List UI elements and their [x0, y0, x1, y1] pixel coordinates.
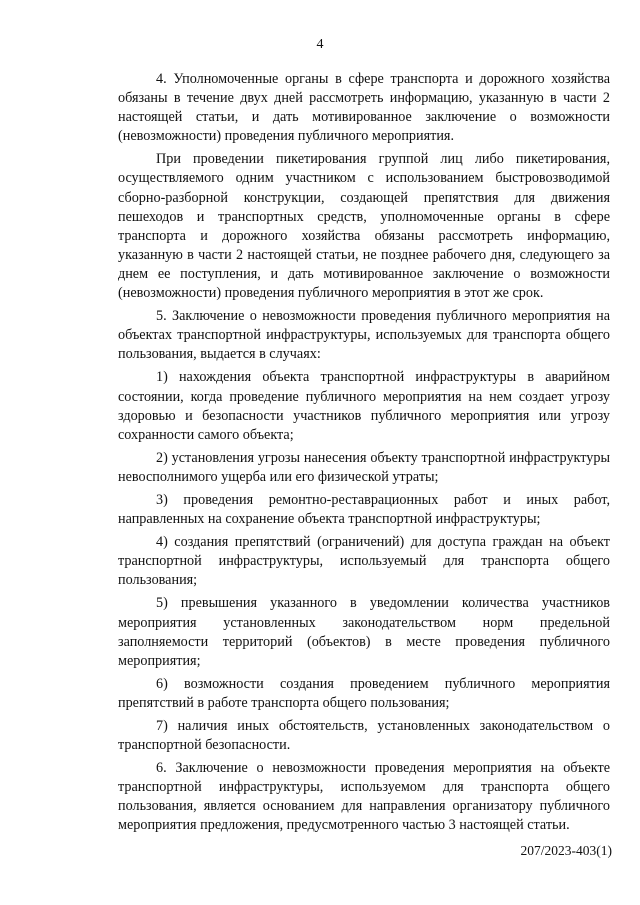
list-item-1: 1) нахождения объекта транспортной инфраструктуры в аварийном состоянии, когда проведение публичного мероприятия на нем создает угрозу здоровью и безопасности участников публичного мероприятия или угрозу сохранности самого объекта;	[118, 369, 610, 443]
document-body	[118, 70, 610, 836]
paragraph-picketing: При проведении пикетирования группой лиц либо пикетирования, осуществляемого одним участником с использованием быстровозводимой сборно-разборной конструкции, создающей препятствия для движения пешеходов и транспортных средств, уполномоченные органы в сфере транспорта и дорожного хозяйства обязаны рассмотреть информацию, указанную в части 2 настоящей статьи, не позднее рабочего дня, следующего за днем ее поступления, и дать мотивированное заключение о возможности (невозможности) проведения публичного мероприятия в этот же срок.	[118, 151, 610, 302]
list-item-5: 5) превышения указанного в уведомлении количества участников мероприятия установленных законодательством норм предельной заполняемости территорий (объектов) в месте проведения публичного мероприятия;	[118, 595, 610, 669]
paragraph-6: 6. Заключение о невозможности проведения мероприятия на объекте транспортной инфраструктуры, используемом для транспорта общего пользования, является основанием для направления организатору публичного мероприятия предложения, предусмотренного частью 3 настоящей статьи.	[118, 760, 610, 834]
list-item-7: 7) наличия иных обстоятельств, установленных законодательством о транспортной безопасности.	[118, 718, 610, 754]
paragraph-5: 5. Заключение о невозможности проведения публичного мероприятия на объектах транспортной инфраструктуры, используемых для транспорта общего пользования, выдается в случаях:	[118, 308, 610, 363]
list-item-6: 6) возможности создания проведением публичного мероприятия препятствий в работе транспорта общего пользования;	[118, 675, 610, 711]
paragraph-4: 4. Уполномоченные органы в сфере транспорта и дорожного хозяйства обязаны в течение двух дней рассмотреть информацию, указанную в части 2 настоящей статьи, и дать мотивированное заключение о возможности (невозможности) проведения публичного мероприятия.	[118, 71, 610, 145]
list-item-2: 2) установления угрозы нанесения объекту транспортной инфраструктуры невосполнимого ущерба или его физической утраты;	[118, 449, 610, 485]
list-item-4: 4) создания препятствий (ограничений) для доступа граждан на объект транспортной инфраструктуры, используемый для транспорта общего пользования;	[118, 534, 610, 589]
page-number: 4	[316, 37, 324, 52]
list-item-3: 3) проведения ремонтно-реставрационных работ и иных работ, направленных на сохранение объекта транспортной инфраструктуры;	[118, 491, 610, 528]
document-code: 207/2023-403(1)	[520, 843, 612, 858]
